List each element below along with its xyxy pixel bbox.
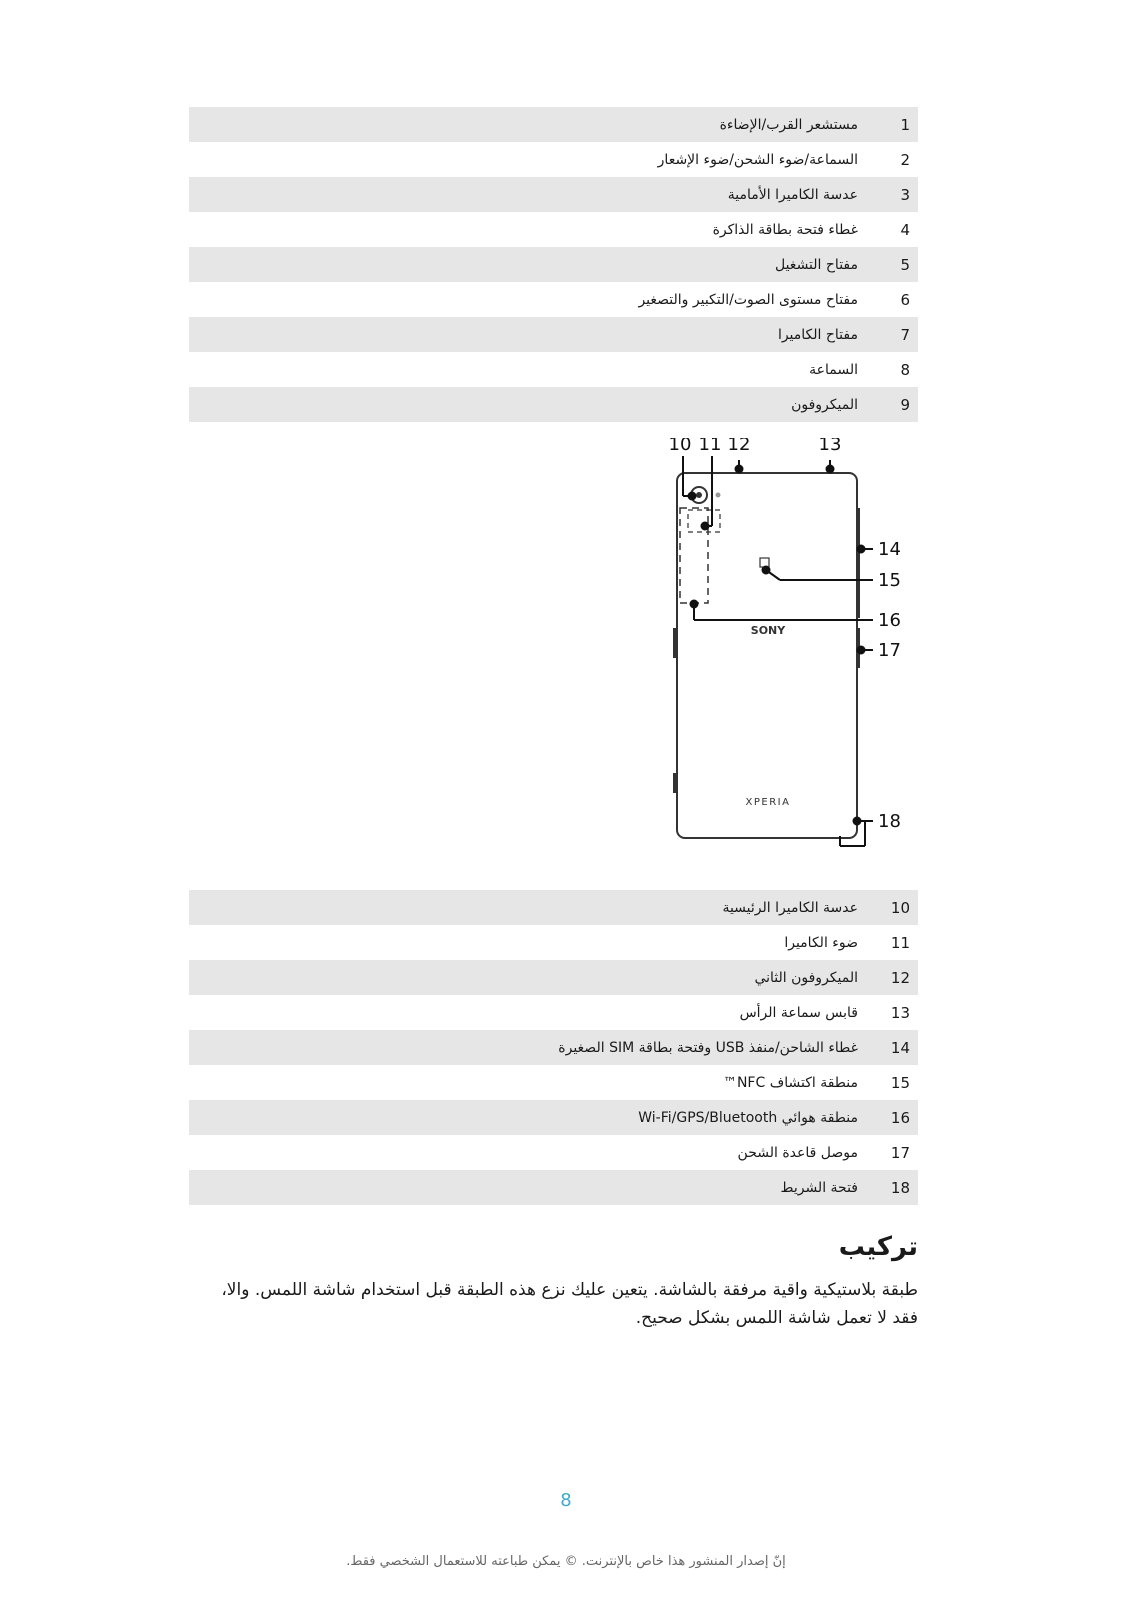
table-row [189,247,918,282]
row-label: غطاء الشاحن/منفذ USB وفتحة بطاقة SIM الصغيرة [558,1039,858,1056]
table-row [189,1065,918,1100]
callout-number: 13 [818,438,842,455]
table-row [189,282,918,317]
row-number: 9 [900,395,910,414]
row-label: منطقة هوائي Wi-Fi/GPS/Bluetooth [638,1109,858,1126]
row-label: مفتاح التشغيل [774,256,858,273]
row-number: 3 [900,185,910,204]
table-row [189,142,918,177]
row-number: 18 [890,1178,910,1197]
table-row [189,1100,918,1135]
parts-table-back [189,890,918,1205]
callout-number: 15 [878,570,901,591]
page-number: 8 [560,1490,572,1511]
brand-sony: SONY [750,624,786,637]
parts-table-front [189,107,918,422]
row-number: 5 [900,255,910,274]
table-row [189,960,918,995]
row-label: مستشعر القرب/الإضاءة [719,116,858,133]
side-cover [857,508,860,618]
row-label: فتحة الشريط [780,1179,858,1196]
row-number: 15 [890,1073,910,1092]
row-label: مفتاح الكاميرا [777,326,858,343]
callout-number: 10 [668,438,692,455]
table-row [189,317,918,352]
callout-number: 17 [878,640,901,661]
table-row [189,352,918,387]
row-label: الميكروفون الثاني [754,969,858,986]
callout-number: 14 [878,539,901,560]
section-paragraph: طبقة بلاستيكية واقية مرفقة بالشاشة. يتعين عليك نزع هذه الطبقة قبل استخدام شاشة اللمس. والا، فقد لا تعمل شاشة اللمس بشكل صحيح. [221,1280,918,1328]
row-number: 17 [890,1143,910,1162]
phone-back-illustration [660,438,920,878]
row-number: 6 [900,290,910,309]
callout-number: 18 [878,811,901,832]
side-button [673,628,677,658]
table-row [189,1135,918,1170]
brand-xperia: XPERIA [745,797,791,808]
callout-number: 11 [698,438,722,455]
row-label: مفتاح مستوى الصوت/التكبير والتصغير [638,291,858,308]
table-row [189,177,918,212]
row-number: 1 [900,115,910,134]
section-heading: تركيب [838,1232,918,1262]
row-label: السماعة/ضوء الشحن/ضوء الإشعار [657,151,858,168]
table-row [189,1170,918,1205]
row-number: 8 [900,360,910,379]
row-number: 10 [890,898,910,917]
row-number: 7 [900,325,910,344]
row-label: الميكروفون [791,396,858,413]
row-label: موصل قاعدة الشحن [737,1144,858,1161]
row-number: 16 [890,1108,910,1127]
table-row [189,107,918,142]
row-label: عدسة الكاميرا الأمامية [727,186,858,203]
table-row [189,1030,918,1065]
row-label: منطقة اكتشاف NFC™ [722,1074,858,1091]
row-label: ضوء الكاميرا [784,934,858,951]
row-number: 13 [890,1003,910,1022]
table-row [189,925,918,960]
table-row [189,995,918,1030]
row-number: 2 [900,150,910,169]
row-number: 12 [890,968,910,987]
flash-icon [716,493,721,498]
row-label: عدسة الكاميرا الرئيسية [722,899,858,916]
table-row [189,212,918,247]
row-label: غطاء فتحة بطاقة الذاكرة [712,221,858,238]
footer-note: إنّ إصدار المنشور هذا خاص بالإنترنت. © يمكن طباعته للاستعمال الشخصي فقط. [346,1554,786,1569]
callout-number: 16 [878,610,901,631]
row-number: 4 [900,220,910,239]
row-number: 14 [890,1038,910,1057]
camera-lens-center [696,492,702,498]
row-number: 11 [890,933,910,952]
row-label: قابس سماعة الرأس [739,1004,858,1021]
callout-number: 12 [727,438,751,455]
table-row [189,890,918,925]
table-row [189,387,918,422]
phone-back-diagram [660,438,920,878]
row-label: السماعة [809,361,858,378]
side-button [673,773,677,793]
